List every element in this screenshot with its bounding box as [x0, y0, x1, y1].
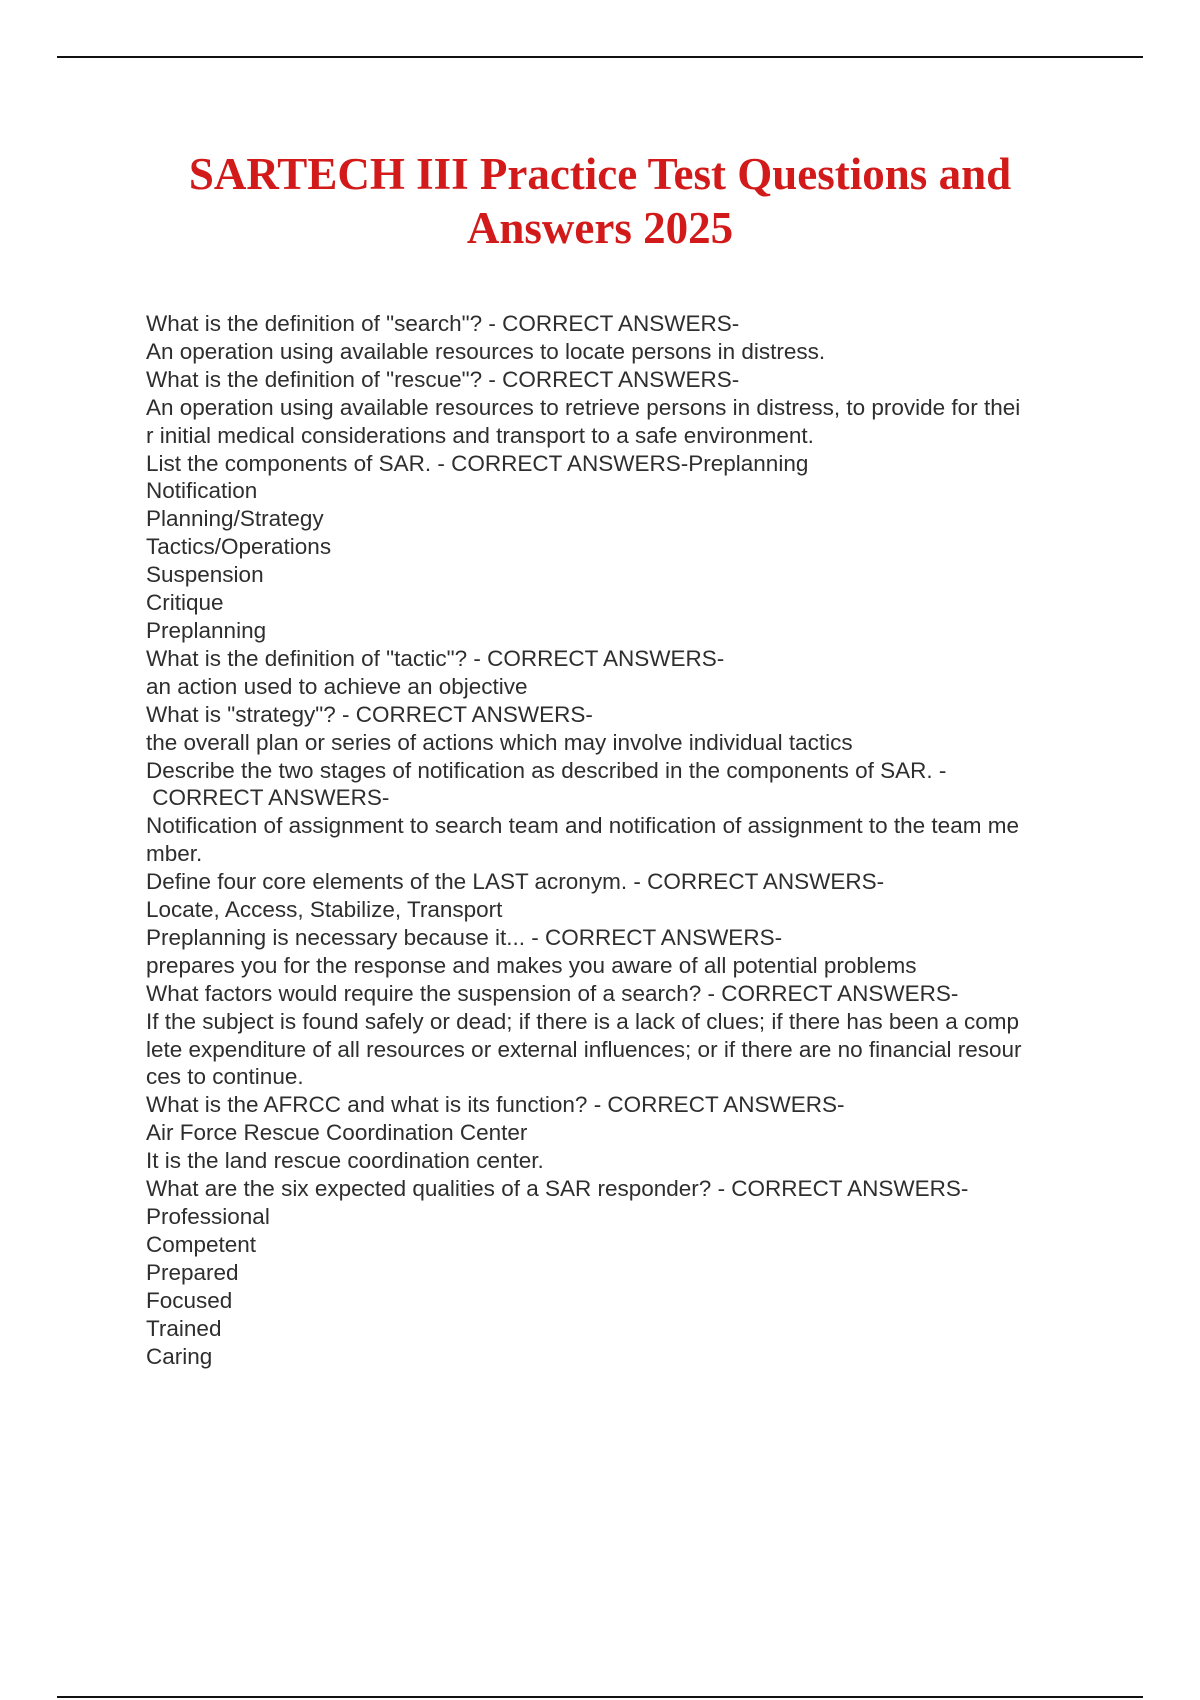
answer-line: An operation using available resources to locate persons in distress. — [146, 338, 826, 364]
qa-body — [146, 310, 1096, 1370]
answer-line: Planning/Strategy — [146, 506, 324, 532]
answer-line: Critique — [146, 590, 224, 616]
answer-line: Prepared — [146, 1259, 239, 1285]
answer-line: Preplanning — [146, 617, 267, 643]
question-line: What is "strategy"? - CORRECT ANSWERS- — [146, 701, 593, 727]
question-line: What is the AFRCC and what is its function? - CORRECT ANSWERS- — [146, 1092, 845, 1118]
answer-line: the overall plan or series of actions which may involve individual tactics — [146, 729, 853, 755]
answer-line: An operation using available resources to retrieve persons in distress, to provide for thei — [146, 394, 1021, 420]
answer-line: Trained — [146, 1315, 222, 1341]
answer-line: Focused — [146, 1287, 233, 1313]
answer-line: Competent — [146, 1231, 257, 1257]
answer-line: It is the land rescue coordination center. — [146, 1148, 544, 1174]
answer-line: Suspension — [146, 562, 264, 588]
question-line: What is the definition of "search"? - CORRECT ANSWERS- — [146, 311, 740, 336]
document-title-line-1: SARTECH III Practice Test Questions and — [188, 149, 1012, 199]
top-rule — [57, 56, 1143, 58]
answer-line: Locate, Access, Stabilize, Transport — [146, 897, 503, 923]
answer-line: Caring — [146, 1343, 213, 1369]
answer-line: Air Force Rescue Coordination Center — [146, 1120, 528, 1146]
question-line: CORRECT ANSWERS- — [146, 785, 390, 811]
answer-line: lete expenditure of all resources or external influences; or if there are no financial resour — [146, 1036, 1022, 1062]
answer-line: r initial medical considerations and transport to a safe environment. — [146, 422, 814, 448]
answer-line: Tactics/Operations — [146, 534, 332, 560]
question-line: What is the definition of "rescue"? - CORRECT ANSWERS- — [146, 366, 740, 392]
answer-line: an action used to achieve an objective — [146, 673, 528, 699]
document-title — [120, 147, 1080, 255]
question-line: Preplanning is necessary because it... - CORRECT ANSWERS- — [146, 924, 783, 950]
question-line: Describe the two stages of notification as described in the components of SAR. - — [146, 757, 947, 783]
answer-line: prepares you for the response and makes you aware of all potential problems — [146, 952, 917, 978]
question-line: List the components of SAR. - CORRECT ANSWERS-Preplanning — [146, 450, 809, 476]
answer-line: Notification of assignment to search team and notification of assignment to the team me — [146, 813, 1019, 839]
question-line: What are the six expected qualities of a SAR responder? - CORRECT ANSWERS- — [146, 1176, 969, 1202]
question-line: What factors would require the suspension of a search? - CORRECT ANSWERS- — [146, 980, 959, 1006]
bottom-rule — [57, 1696, 1143, 1698]
question-line: Define four core elements of the LAST acronym. - CORRECT ANSWERS- — [146, 869, 885, 895]
question-line: What is the definition of "tactic"? - CORRECT ANSWERS- — [146, 645, 725, 671]
answer-line: Professional — [146, 1204, 270, 1229]
answer-line: If the subject is found safely or dead; if there is a lack of clues; if there has been a comp — [146, 1008, 1019, 1034]
document-title-line-2: Answers 2025 — [466, 203, 734, 253]
answer-line: ces to continue. — [146, 1064, 304, 1090]
answer-line: Notification — [146, 478, 258, 504]
answer-line: mber. — [146, 841, 203, 867]
